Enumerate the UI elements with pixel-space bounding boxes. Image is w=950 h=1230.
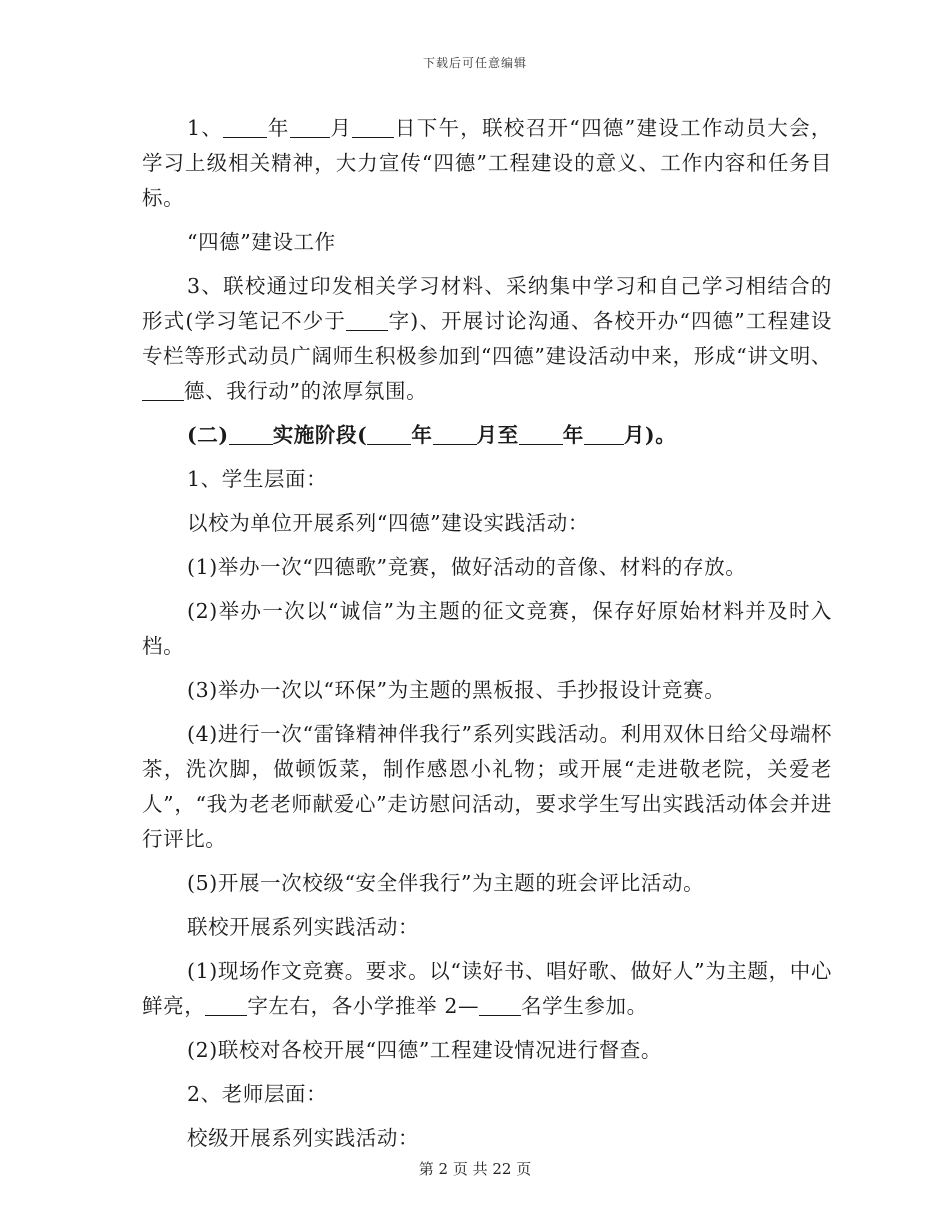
paragraph: 以校为单位开展系列“四德”建设实践活动： (187, 511, 589, 535)
paragraph: 1、 年 月 日下午，联校召开“四德”建设工作动员大会，学习上级相关精神，大力宣传“四德”工程建设的意义、工作内容和任务目标。 (142, 116, 833, 210)
fill-blank (205, 995, 247, 1017)
fill-blank (229, 424, 273, 446)
fill-blank (519, 424, 563, 446)
paragraph: (5)开展一次校级“安全伴我行”为主题的班会评比活动。 (187, 871, 705, 895)
fill-blank (142, 380, 184, 402)
page-footer: 第 2 页 共 22 页 (418, 1160, 532, 1178)
page-header: 下载后可任意编辑 (422, 56, 527, 70)
fill-blank (223, 117, 267, 139)
paragraph: (2)举办一次以“诚信”为主题的征文竞赛，保存好原始材料并及时入档。 (142, 599, 832, 658)
paragraph: (1)现场作文竞赛。要求。以“读好书、唱好歌、做好人”为主题，中心鲜亮， 字左右，各小学推举 2— 名学生参加。 (142, 959, 832, 1018)
paragraph: 2、老师层面： (187, 1082, 328, 1106)
fill-blank (290, 117, 330, 139)
paragraph: 1、学生层面： (187, 467, 328, 491)
paragraph: (1)举办一次“四德歌”竞赛，做好活动的音像、材料的存放。 (187, 555, 747, 579)
paragraph: 3、联校通过印发相关学习材料、采纳集中学习和自己学习相结合的形式(学习笔记不少于 字)、开展讨论沟通、各校开办“四德”工程建设专栏等形式动员广阔师生积极参加到“四德”建设活动中来，形成“讲文明、德、我行动”的浓厚氛围。 (142, 274, 832, 403)
paragraph: (2)联校对各校开展“四德”工程建设情况进行督查。 (187, 1038, 662, 1062)
fill-blank (584, 424, 624, 446)
paragraph: 校级开展系列实践活动： (187, 1126, 420, 1150)
paragraph: “四德”建设工作 (187, 230, 336, 254)
paragraph: 联校开展系列实践活动： (187, 915, 420, 939)
fill-blank (352, 117, 394, 139)
fill-blank (479, 995, 521, 1017)
section-heading: (二) 实施阶段( 年 月至 年 月)。 (187, 423, 677, 447)
document-body (142, 111, 832, 1165)
fill-blank (433, 424, 477, 446)
paragraph: (3)举办一次以“环保”为主题的黑板报、手抄报设计竞赛。 (187, 678, 726, 702)
fill-blank (346, 310, 388, 332)
paragraph: (4)进行一次“雷锋精神伴我行”系列实践活动。利用双休日给父母端杯茶，洗次脚，做顿饭菜，制作感恩小礼物；或开展“走进敬老院，关爱老人”，“我为老老师献爱心”走访慰问活动，要求学生写出实践活动体会并进行评比。 (142, 722, 832, 851)
fill-blank (367, 424, 411, 446)
